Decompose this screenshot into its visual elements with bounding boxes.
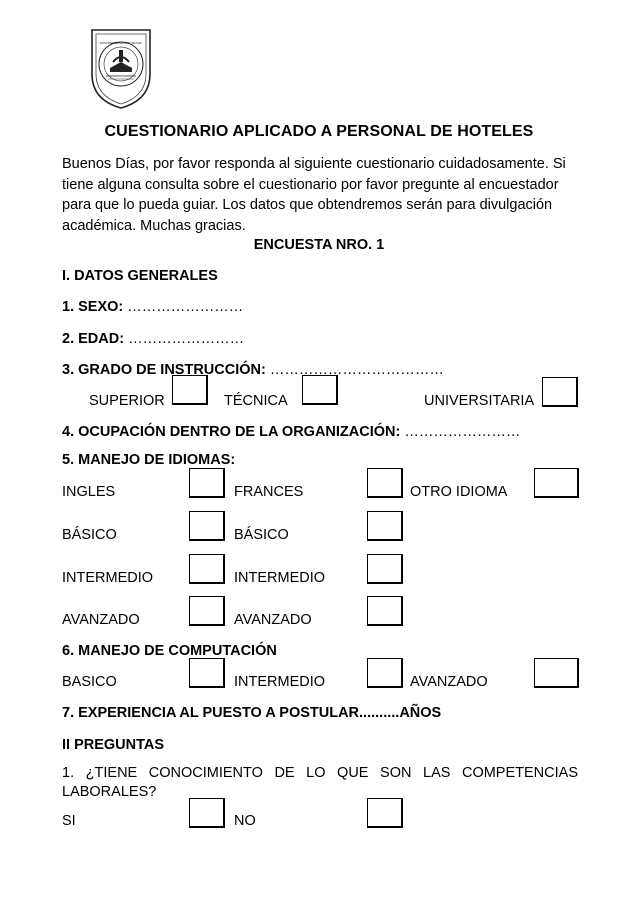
ocupacion-dots: …………………… [404,424,521,440]
question-1: 1. ¿TIENE CONOCIMIENTO DE LO QUE SON LAS COMPETENCIAS LABORALES? [62,765,578,800]
computacion-intermedio-label: INTERMEDIO [234,674,326,690]
checkbox-superior[interactable] [172,375,208,405]
section-2-heading: II PREGUNTAS [62,737,165,753]
checkbox-ingles-intermedio[interactable] [189,554,225,584]
checkbox-universitaria[interactable] [542,377,578,407]
idioma-otro-label: OTRO IDIOMA [410,484,508,500]
checkbox-si[interactable] [189,798,225,828]
ingles-intermedio-label: INTERMEDIO [62,570,154,586]
frances-avanzado-label: AVANZADO [234,612,312,628]
option-no-label: NO [234,813,256,829]
frances-basico-label: BÁSICO [234,527,289,543]
section-1-heading: I. DATOS GENERALES [62,268,218,284]
checkbox-otro-idioma[interactable] [534,468,579,498]
ocupacion-field[interactable] [62,423,520,441]
ingles-basico-label: BÁSICO [62,527,117,543]
idiomas-heading: 5. MANEJO DE IDIOMAS: [62,452,236,468]
computacion-heading: 6. MANEJO DE COMPUTACIÓN [62,643,277,659]
sexo-label: 1. SEXO: [62,299,124,315]
checkbox-frances[interactable] [367,468,403,498]
experiencia-field[interactable]: 7. EXPERIENCIA AL PUESTO A POSTULAR..........AÑOS [62,705,442,721]
frances-intermedio-label: INTERMEDIO [234,570,326,586]
page-title: CUESTIONARIO APLICADO A PERSONAL DE HOTELES [104,123,534,140]
computacion-basico-label: BASICO [62,674,117,690]
university-seal-icon [86,24,156,110]
intro-paragraph: Buenos Días, por favor responda al siguiente cuestionario cuidadosamente. Si tiene alguna consulta sobre el cuestionario por favor pregunte al encuestador para que lo pueda guiar. Los datos que obtendremos serán para divulgación académica. Muchas gracias. [62,156,566,234]
checkbox-computacion-intermedio[interactable] [367,658,403,688]
checkbox-frances-avanzado[interactable] [367,596,403,626]
option-si-label: SI [62,813,76,829]
sexo-field[interactable] [62,298,243,316]
checkbox-ingles-basico[interactable] [189,511,225,541]
svg-text:UNIVERSIDAD NACIONAL: UNIVERSIDAD NACIONAL [99,41,143,45]
grado-label: 3. GRADO DE INSTRUCCIÓN: [62,362,266,378]
computacion-avanzado-label: AVANZADO [410,674,488,690]
survey-number: ENCUESTA NRO. 1 [253,237,385,253]
idioma-frances-label: FRANCES [234,484,304,500]
checkbox-frances-intermedio[interactable] [367,554,403,584]
grado-field[interactable] [62,361,444,379]
ocupacion-label: 4. OCUPACIÓN DENTRO DE LA ORGANIZACIÓN: [62,424,401,440]
option-superior-label: SUPERIOR [89,393,165,409]
edad-dots: …………………… [128,331,245,347]
ingles-avanzado-label: AVANZADO [62,612,140,628]
edad-field[interactable] [62,330,244,348]
checkbox-tecnica[interactable] [302,375,338,405]
sexo-dots: …………………… [127,299,244,315]
option-universitaria-label: UNIVERSITARIA [424,393,535,409]
edad-label: 2. EDAD: [62,331,125,347]
checkbox-computacion-avanzado[interactable] [534,658,579,688]
option-tecnica-label: TÉCNICA [224,393,288,409]
checkbox-no[interactable] [367,798,403,828]
grado-dots: ……………………………… [269,362,444,378]
checkbox-ingles-avanzado[interactable] [189,596,225,626]
checkbox-frances-basico[interactable] [367,511,403,541]
checkbox-ingles[interactable] [189,468,225,498]
idioma-ingles-label: INGLES [62,484,116,500]
checkbox-computacion-basico[interactable] [189,658,225,688]
